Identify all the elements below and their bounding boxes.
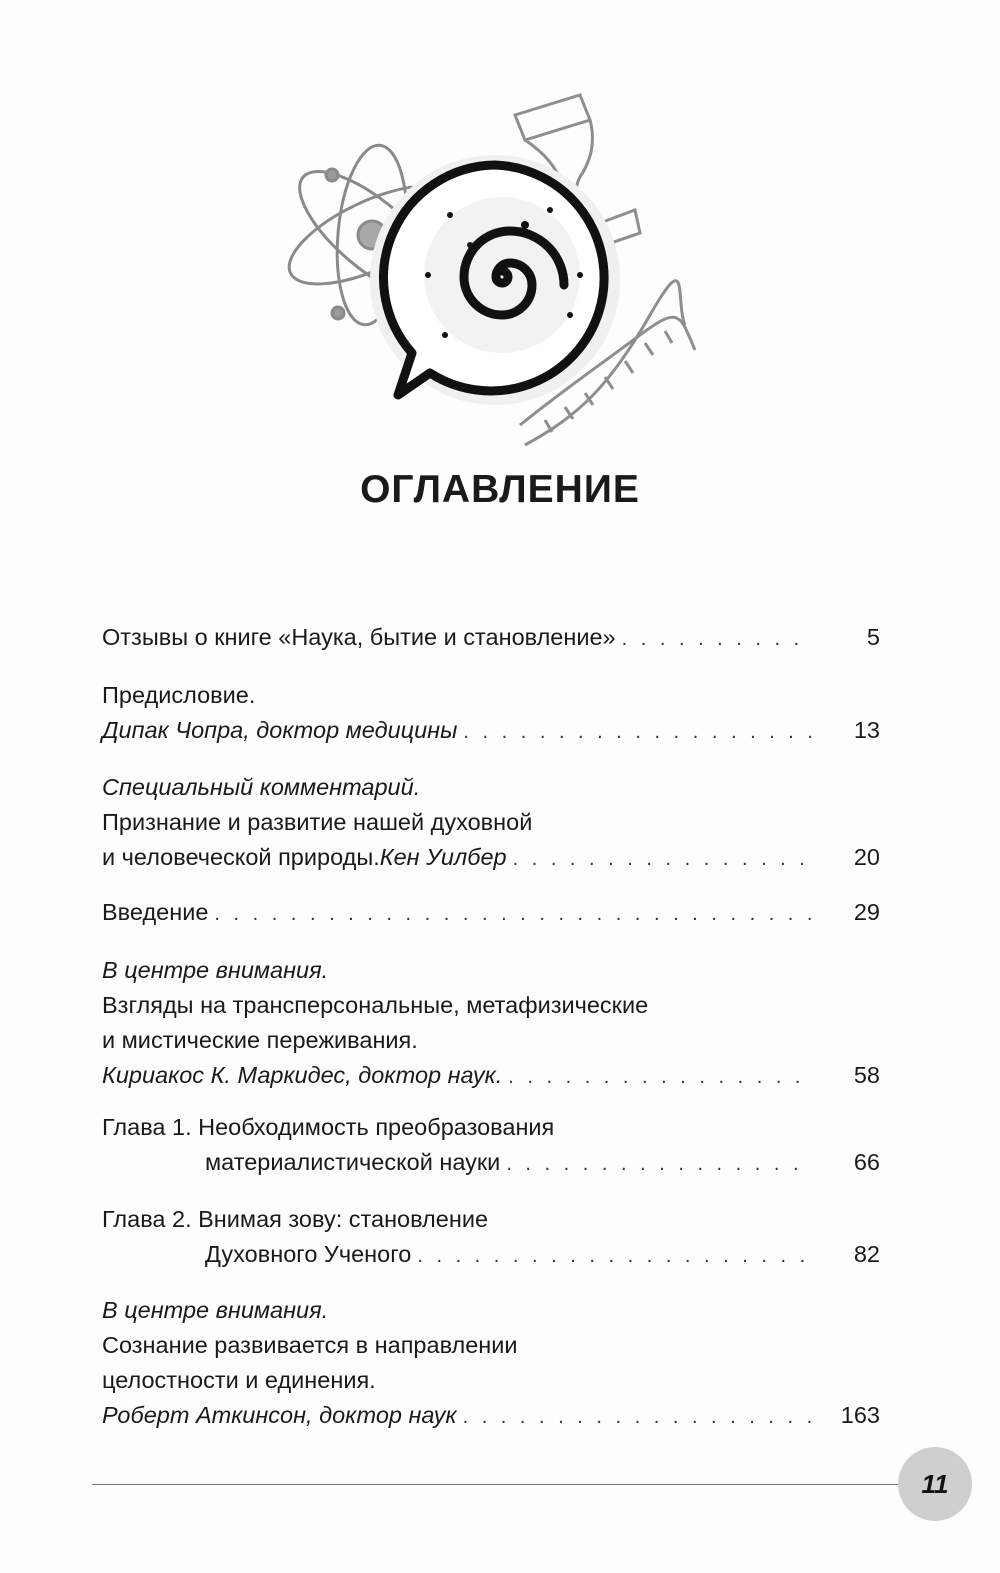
footer-divider — [92, 1484, 902, 1485]
chapter-illustration — [280, 85, 720, 455]
entry-title: целостности и единения. — [102, 1367, 376, 1393]
entry-title: Сознание развивается в направлении — [102, 1332, 518, 1358]
entry-title: и мистические переживания. — [102, 1027, 418, 1053]
leader-dots — [417, 1239, 814, 1274]
entry-page-number: 29 — [853, 899, 880, 925]
toc-heading: ОГЛАВЛЕНИЕ — [360, 468, 640, 511]
toc-entry[interactable] — [102, 895, 880, 932]
leader-dots — [513, 842, 814, 877]
entry-label: В центре внимания. — [102, 1297, 329, 1323]
entry-title: Признание и развитие нашей духовной — [102, 809, 533, 835]
entry-author: Кириакос К. Маркидес, доктор наук. — [102, 1062, 503, 1088]
toc-entry[interactable] — [102, 1293, 880, 1435]
toc-entry[interactable] — [102, 1202, 880, 1274]
leader-dots — [506, 1147, 814, 1182]
entry-title: Введение — [102, 899, 209, 925]
entry-page-number: 82 — [853, 1241, 880, 1267]
leader-dots — [463, 715, 814, 750]
entry-author: Дипак Чопра, доктор медицины — [102, 717, 458, 743]
entry-title: и человеческой природы. — [102, 844, 380, 870]
toc-entry[interactable] — [102, 678, 880, 750]
entry-title: материалистической науки — [205, 1149, 501, 1175]
page-number-badge: 11 — [898, 1447, 972, 1521]
entry-page-number: 5 — [866, 624, 880, 650]
entry-title: Глава 2. Внимая зову: становление — [102, 1206, 489, 1232]
toc-entry[interactable] — [102, 1110, 880, 1182]
entry-label: Специальный комментарий. — [102, 774, 421, 800]
entry-page-number: 58 — [853, 1062, 880, 1088]
entry-title: Духовного Ученого — [205, 1241, 412, 1267]
leader-dots — [508, 1060, 814, 1095]
entry-page-number: 163 — [840, 1402, 880, 1428]
entry-author: Роберт Аткинсон, доктор наук — [102, 1402, 457, 1428]
entry-page-number: 66 — [853, 1149, 880, 1175]
entry-author: Кен Уилбер — [379, 844, 507, 870]
toc-entry[interactable] — [102, 770, 880, 877]
entry-title: Глава 1. Необходимость преобразования — [102, 1114, 555, 1140]
leader-dots — [622, 622, 814, 657]
toc-entry[interactable] — [102, 953, 880, 1095]
leader-dots — [214, 897, 814, 932]
spiral-speech-bubble-icon — [370, 155, 620, 405]
entry-label: В центре внимания. — [102, 957, 329, 983]
toc-entry[interactable] — [102, 620, 880, 657]
entry-title: Предисловие. — [102, 682, 256, 708]
entry-page-number: 13 — [853, 717, 880, 743]
leader-dots — [463, 1400, 814, 1435]
entry-title: Отзывы о книге «Наука, бытие и становление» — [102, 624, 616, 650]
entry-title: Взгляды на трансперсональные, метафизические — [102, 992, 649, 1018]
entry-page-number: 20 — [853, 844, 880, 870]
